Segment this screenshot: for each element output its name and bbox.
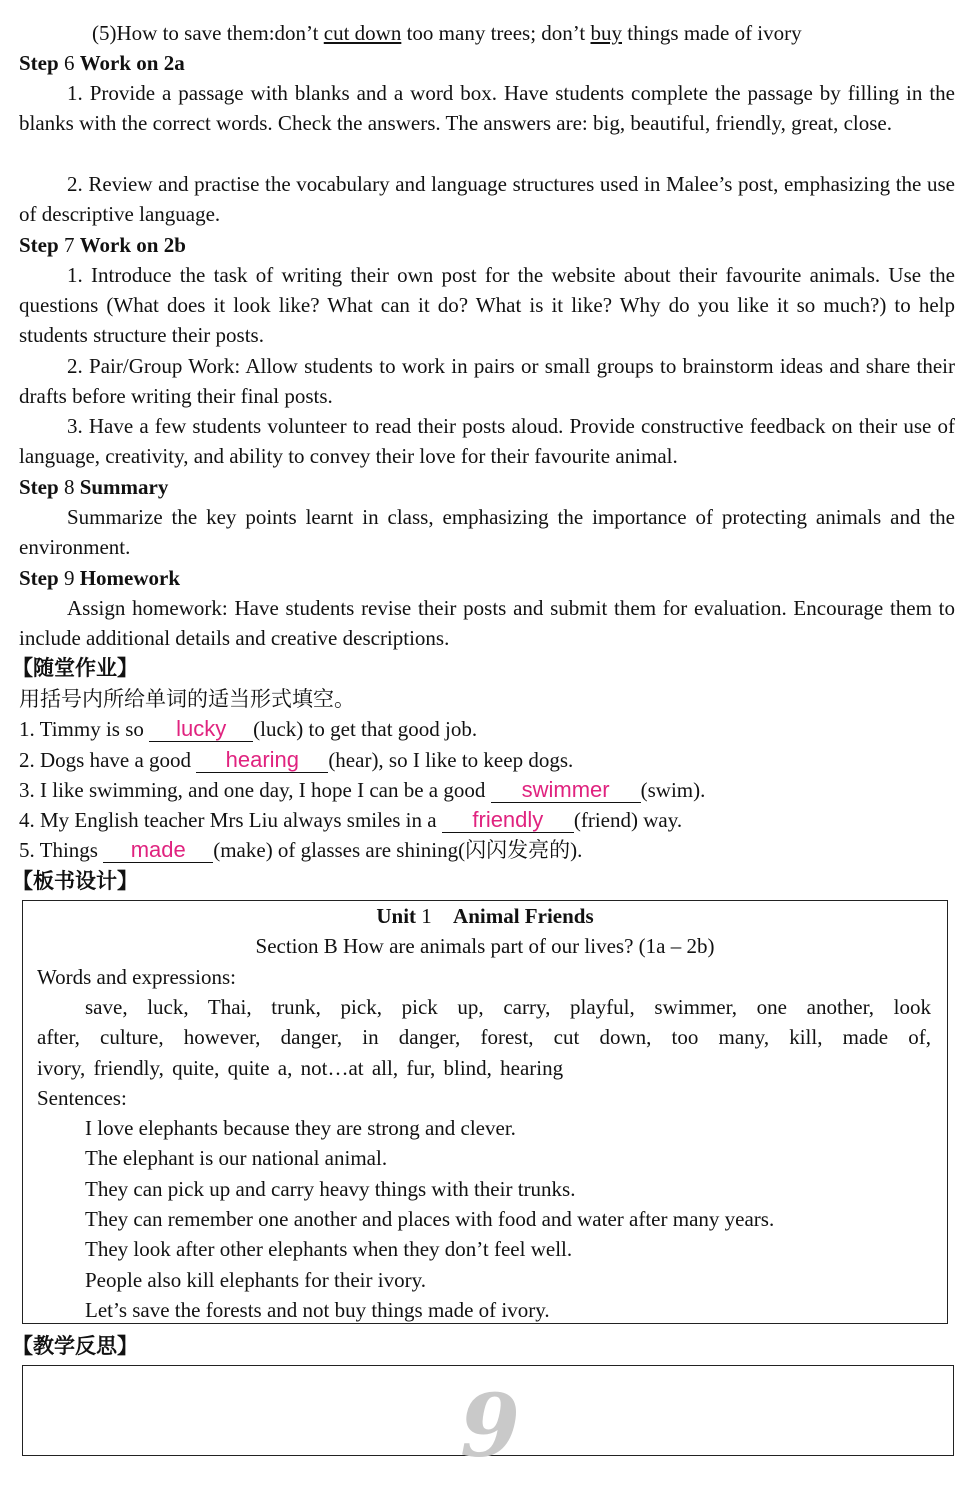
step7-paragraph-1: 1. Introduce the task of writing their own post for the website about their favourite animals. Use the questions (What does it look like? What can it do? What is it like? Why do you like it so much?) to help students structure their posts. bbox=[19, 263, 955, 347]
board-title-unit: Unit bbox=[376, 904, 417, 928]
step9-heading bbox=[19, 563, 180, 593]
sentence-2: The elephant is our national animal. bbox=[85, 1146, 388, 1170]
board-subtitle: Section B How are animals part of our lives? (1a – 2b) bbox=[255, 934, 715, 958]
intro-underlined-buy: buy bbox=[590, 21, 622, 45]
step-number: 7 bbox=[58, 233, 80, 257]
sentence-1: I love elephants because they are strong and clever. bbox=[85, 1116, 516, 1140]
step9-paragraph-1: Assign homework: Have students revise their posts and submit them for evaluation. Encourage them to include additional details and creative descriptions. bbox=[19, 596, 955, 650]
intro-underlined-cut-down: cut down bbox=[323, 21, 402, 45]
board-title bbox=[22, 901, 948, 931]
step-word: Step bbox=[19, 51, 59, 75]
exercise-text-pre: 4. My English teacher Mrs Liu always smiles in a bbox=[19, 808, 442, 832]
exercise-text-pre: 1. Timmy is so bbox=[19, 717, 150, 741]
step-title: Homework bbox=[79, 566, 181, 590]
exercise-text-post: (hear), so I like to keep dogs. bbox=[328, 748, 574, 772]
exercise-text-post: (luck) to get that good job. bbox=[253, 717, 478, 741]
sentences-label: Sentences: bbox=[37, 1086, 127, 1110]
board-title-number: 1 bbox=[416, 904, 438, 928]
board-design-heading: 【板书设计】 bbox=[12, 869, 138, 893]
words-line-1: save, luck, Thai, trunk, pick, pick up, carry, playful, swimmer, one another, look bbox=[85, 995, 931, 1019]
sentence-7: Let’s save the forests and not buy things made of ivory. bbox=[85, 1298, 550, 1322]
intro-text-pre: (5)How to save them:don’t bbox=[92, 21, 324, 45]
words-line-2: after, culture, however, danger, in danger, forest, cut down, too many, kill, made of, bbox=[37, 1025, 931, 1049]
step6-paragraph-2: 2. Review and practise the vocabulary and language structures used in Malee’s post, emphasizing the use of descriptive language. bbox=[19, 172, 955, 226]
answer-blank: friendly bbox=[442, 808, 574, 833]
exercise-item-2 bbox=[19, 745, 573, 775]
exercise-text-pre: 3. I like swimming, and one day, I hope I can be a good bbox=[19, 778, 491, 802]
exercise-text-post: (friend) way. bbox=[573, 808, 683, 832]
step-number: 6 bbox=[58, 51, 80, 75]
step8-paragraph-1: Summarize the key points learnt in class, emphasizing the importance of protecting animals and the environment. bbox=[19, 505, 955, 559]
exercise-text-post: (swim). bbox=[640, 778, 706, 802]
exercise-text-pre: 2. Dogs have a good bbox=[19, 748, 197, 772]
step7-heading bbox=[19, 230, 186, 260]
step-word: Step bbox=[19, 475, 59, 499]
step7-paragraph-2: 2. Pair/Group Work: Allow students to work in pairs or small groups to brainstorm ideas and share their drafts before writing their final posts. bbox=[19, 354, 955, 408]
step7-paragraph-3: 3. Have a few students volunteer to read their posts aloud. Provide constructive feedback on their use of language, creativity, and ability to convey their love for their favourite animal. bbox=[19, 414, 955, 468]
exercise-item-5 bbox=[19, 835, 582, 865]
sentence-6: People also kill elephants for their ivory. bbox=[85, 1268, 426, 1292]
step6-heading bbox=[19, 48, 185, 78]
words-line-3: ivory, friendly, quite, quite a, not…at all, fur, blind, hearing bbox=[37, 1056, 564, 1080]
answer-blank: made bbox=[103, 838, 213, 863]
step5-point-5 bbox=[92, 18, 802, 48]
reflection-heading: 【教学反思】 bbox=[12, 1334, 138, 1358]
homework-heading: 【随堂作业】 bbox=[12, 656, 138, 680]
sentence-4: They can remember one another and places with food and water after many years. bbox=[85, 1207, 775, 1231]
exercise-item-3 bbox=[19, 775, 705, 805]
exercise-item-4 bbox=[19, 805, 682, 835]
intro-text-post: things made of ivory bbox=[622, 21, 802, 45]
words-label: Words and expressions: bbox=[37, 965, 236, 989]
step-title: Summary bbox=[79, 475, 169, 499]
step-word: Step bbox=[19, 566, 59, 590]
sentence-5: They look after other elephants when they don’t feel well. bbox=[85, 1237, 573, 1261]
step-title: Work on 2b bbox=[79, 233, 186, 257]
answer-blank: swimmer bbox=[491, 778, 641, 803]
exercise-text-post: (make) of glasses are shining(闪闪发亮的). bbox=[213, 838, 583, 862]
step8-heading bbox=[19, 472, 168, 502]
step-title: Work on 2a bbox=[79, 51, 185, 75]
step-number: 9 bbox=[58, 566, 80, 590]
step6-paragraph-1: 1. Provide a passage with blanks and a word box. Have students complete the passage by filling in the blanks with the correct words. Check the answers. The answers are: big, beautiful, friendly, great, close. bbox=[19, 81, 955, 135]
homework-instruction: 用括号内所给单词的适当形式填空。 bbox=[19, 687, 355, 711]
step-word: Step bbox=[19, 233, 59, 257]
sentence-3: They can pick up and carry heavy things with their trunks. bbox=[85, 1177, 576, 1201]
intro-text-mid: too many trees; don’t bbox=[401, 21, 591, 45]
board-title-name: Animal Friends bbox=[453, 904, 594, 928]
exercise-text-pre: 5. Things bbox=[19, 838, 104, 862]
page-number: 9 bbox=[460, 1376, 520, 1477]
step-number: 8 bbox=[58, 475, 80, 499]
answer-blank: lucky bbox=[149, 717, 253, 742]
answer-blank: hearing bbox=[196, 748, 328, 773]
exercise-item-1 bbox=[19, 714, 477, 744]
